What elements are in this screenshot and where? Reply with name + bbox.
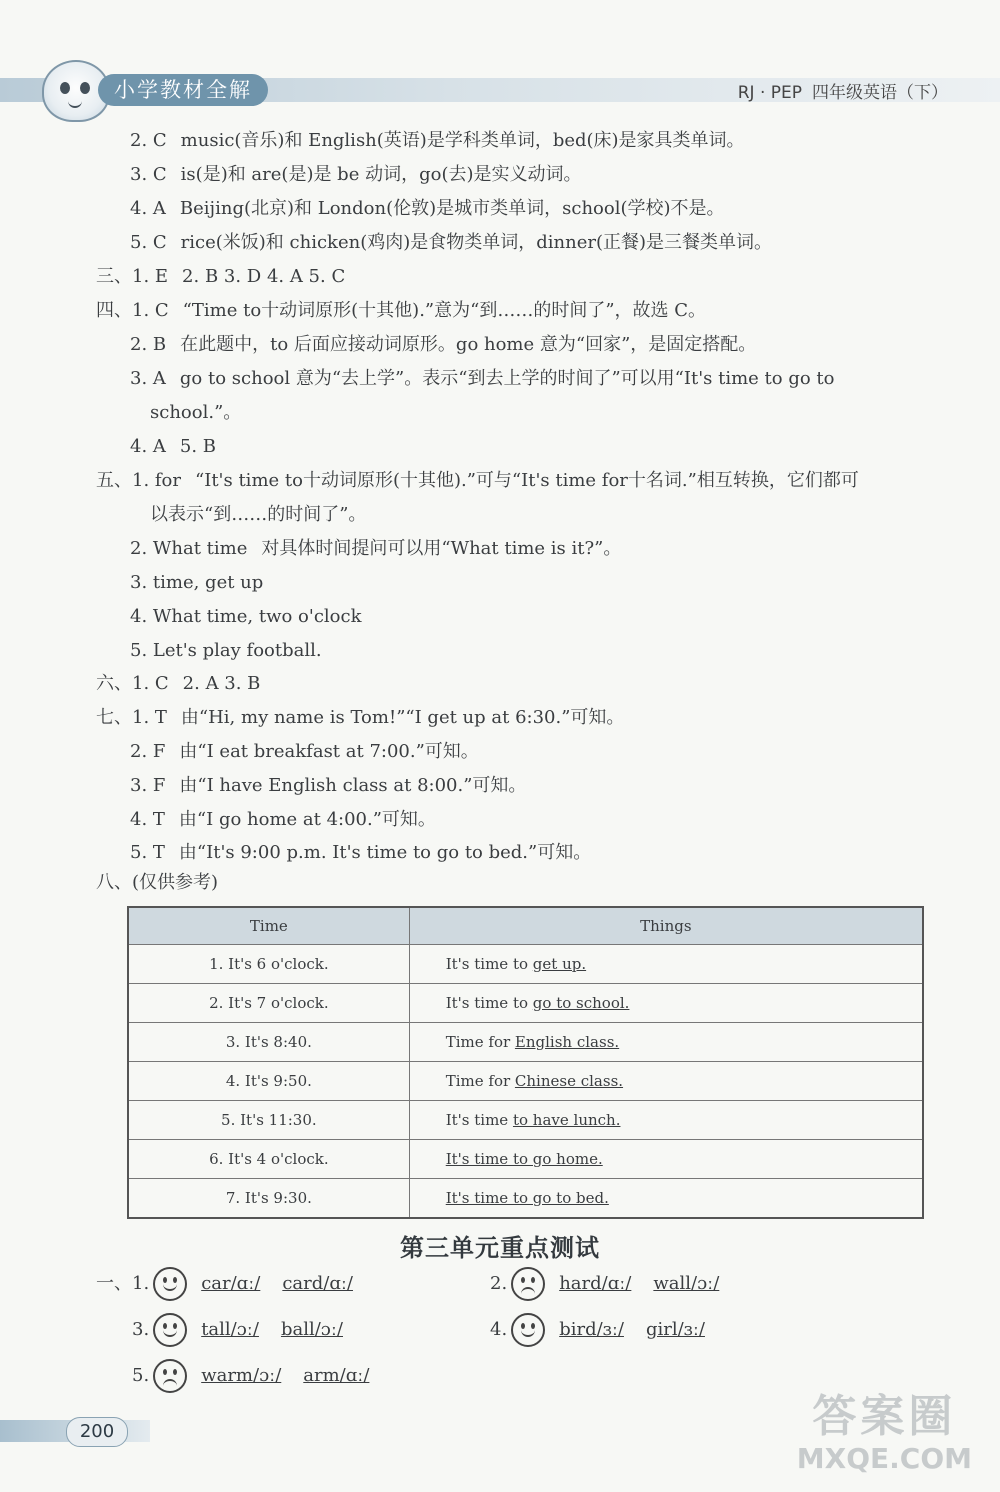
answer-line: 以表示“到……的时间了”。 xyxy=(150,504,367,525)
watermark-logo xyxy=(797,1392,972,1476)
table-row xyxy=(128,1062,923,1101)
answer-line: 八、(仅供参考) xyxy=(96,872,219,893)
answer-line: 5. Let's play football. xyxy=(130,640,322,661)
answer-line: 3. A go to school 意为“去上学”。表示“到去上学的时间了”可以用“It's time to go to xyxy=(130,368,835,389)
series-code: RJ · PEP xyxy=(737,83,802,103)
column-header-things: Things xyxy=(409,907,923,945)
phonics-item: 一、1. car/ɑː/ card/ɑː/ xyxy=(96,1266,375,1302)
time-cell: 5. It's 11:30. xyxy=(128,1101,409,1140)
happy-face-icon xyxy=(511,1313,545,1347)
time-cell: 3. It's 8:40. xyxy=(128,1023,409,1062)
watermark-bottom: MXQE.COM xyxy=(796,1442,972,1475)
watermark-top: 答案圈 xyxy=(812,1391,957,1442)
page-header xyxy=(0,60,1000,110)
series-subject: 四年级英语（下） xyxy=(812,83,948,103)
answer-line: 2. F 由“I eat breakfast at 7:00.”可知。 xyxy=(130,741,479,762)
time-cell: 7. It's 9:30. xyxy=(128,1179,409,1219)
answer-line: school.”。 xyxy=(150,402,242,423)
answer-line: 七、1. T 由“Hi, my name is Tom!”“I get up at 6:30.”可知。 xyxy=(96,707,625,728)
phonics-item: 5. warm/ɔː/ arm/ɑː/ xyxy=(132,1358,391,1394)
answer-line: 4. A Beijing(北京)和 London(伦敦)是城市类单词，school(学校)不是。 xyxy=(130,198,725,219)
answer-line: 2. What time 对具体时间提问可以用“What time is it?”。 xyxy=(130,538,622,559)
things-cell: Time for English class. xyxy=(409,1023,923,1062)
answer-line: 五、1. for “It's time to十动词原形(十其他).”可与“It's time for十名词.”相互转换，它们都可 xyxy=(96,470,859,491)
table-row xyxy=(128,945,923,984)
table-header-row xyxy=(128,907,923,945)
happy-face-icon xyxy=(153,1267,187,1301)
answer-line: 4. A 5. B xyxy=(130,436,217,457)
time-cell: 6. It's 4 o'clock. xyxy=(128,1140,409,1179)
things-cell: It's time to go home. xyxy=(409,1140,923,1179)
table-row xyxy=(128,1179,923,1219)
answer-line: 六、1. C 2. A 3. B xyxy=(96,673,261,694)
answer-line: 3. C is(是)和 are(是)是 be 动词，go(去)是实义动词。 xyxy=(130,164,582,185)
time-cell: 4. It's 9:50. xyxy=(128,1062,409,1101)
answer-line: 5. T 由“It's 9:00 p.m. It's time to go to bed.”可知。 xyxy=(130,842,592,863)
answer-line: 2. B 在此题中，to 后面应接动词原形。go home 意为“回家”，是固定搭配。 xyxy=(130,334,757,355)
time-cell: 1. It's 6 o'clock. xyxy=(128,945,409,984)
section-title: 第三单元重点测试 xyxy=(400,1234,600,1262)
sad-face-icon xyxy=(153,1359,187,1393)
phonics-item: 3. tall/ɔː/ ball/ɔː/ xyxy=(132,1312,365,1348)
things-cell: Time for Chinese class. xyxy=(409,1062,923,1101)
answer-line: 4. T 由“I go home at 4:00.”可知。 xyxy=(130,809,436,830)
series-label xyxy=(738,78,948,103)
answer-line: 三、1. E 2. B 3. D 4. A 5. C xyxy=(96,266,346,287)
happy-face-icon xyxy=(153,1313,187,1347)
things-cell: It's time to get up. xyxy=(409,945,923,984)
answer-line: 2. C music(音乐)和 English(英语)是学科类单词，bed(床)是家具类单词。 xyxy=(130,130,745,151)
answer-line: 3. time, get up xyxy=(130,572,264,593)
page-number: 200 xyxy=(66,1417,128,1447)
table-row xyxy=(128,1101,923,1140)
sad-face-icon xyxy=(511,1267,545,1301)
things-cell: It's time to go to school. xyxy=(409,984,923,1023)
time-cell: 2. It's 7 o'clock. xyxy=(128,984,409,1023)
time-things-table xyxy=(127,906,924,1219)
phonics-item: 4. bird/ɜː/ girl/ɜː/ xyxy=(490,1312,727,1348)
book-title: 小学教材全解 xyxy=(98,74,268,106)
answer-line: 3. F 由“I have English class at 8:00.”可知。 xyxy=(130,775,527,796)
table-row xyxy=(128,984,923,1023)
table-row xyxy=(128,1140,923,1179)
things-cell: It's time to have lunch. xyxy=(409,1101,923,1140)
things-cell: It's time to go to bed. xyxy=(409,1179,923,1219)
phonics-item: 2. hard/ɑː/ wall/ɔː/ xyxy=(490,1266,741,1302)
answer-line: 5. C rice(米饭)和 chicken(鸡肉)是食物类单词，dinner(正餐)是三餐类单词。 xyxy=(130,232,773,253)
answer-line: 四、1. C “Time to十动词原形(十其他).”意为“到……的时间了”，故选 C。 xyxy=(96,300,707,321)
column-header-time: Time xyxy=(128,907,409,945)
table-row xyxy=(128,1023,923,1062)
answer-line: 4. What time, two o'clock xyxy=(130,606,362,627)
